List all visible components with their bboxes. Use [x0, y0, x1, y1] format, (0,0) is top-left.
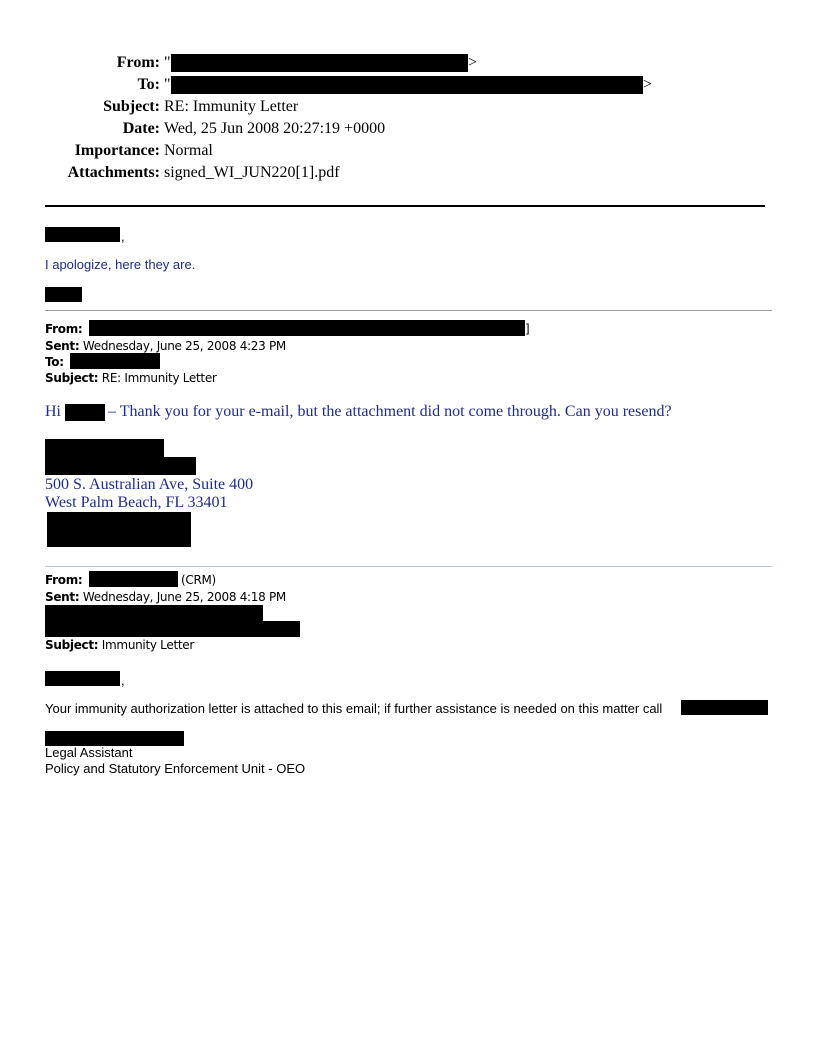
- header-date-row: [0, 119, 816, 139]
- header-to-value: [164, 75, 171, 95]
- quoted2-sent-label: Sent:: [45, 590, 80, 604]
- quoted2-sent-row: [45, 589, 286, 605]
- header-from-quote: ": [164, 54, 171, 71]
- quoted1-sent-row: [45, 338, 286, 354]
- header-from-close: >: [468, 54, 478, 71]
- quoted1-subject-value: RE: Immunity Letter: [101, 371, 217, 385]
- quoted1-hi: Hi: [45, 403, 61, 420]
- reply-body: I apologize, here they are.: [45, 257, 196, 272]
- redaction-box: [681, 700, 768, 715]
- quoted1-to-row: [45, 354, 64, 370]
- redaction-box: [45, 439, 164, 457]
- quoted2-from-org: (CRM): [181, 573, 216, 587]
- header-subject-value: RE: Immunity Letter: [164, 98, 299, 115]
- redaction-box: [89, 571, 178, 587]
- quoted1-sent-label: Sent:: [45, 339, 80, 353]
- redaction-box: [47, 529, 191, 547]
- quoted1-to-label: To:: [45, 355, 64, 369]
- quoted2-subject-value: Immunity Letter: [101, 638, 194, 652]
- redaction-box: [45, 227, 120, 242]
- header-attachments-label: Attachments:: [67, 164, 160, 181]
- quoted2-body: Your immunity authorization letter is attached to this email; if further assistance is needed on this matter call: [45, 701, 663, 716]
- quoted2-sig-unit: Policy and Statutory Enforcement Unit - OEO: [45, 761, 306, 776]
- header-subject-row: [0, 97, 816, 117]
- redaction-box: [45, 457, 196, 475]
- quoted1-from-bracket: ]: [525, 322, 530, 336]
- quoted2-greeting-comma: ,: [121, 673, 125, 688]
- header-importance-label: Importance:: [74, 142, 160, 159]
- quoted1-body: – Thank you for your e-mail, but the attachment did not come through. Can you resend?: [108, 403, 672, 420]
- redaction-box: [45, 605, 263, 621]
- redaction-box: [65, 404, 105, 421]
- header-importance-row: [0, 141, 816, 161]
- header-from-value: [164, 53, 171, 73]
- header-to-quote: ": [164, 76, 171, 93]
- quoted1-subject-row: [45, 370, 217, 386]
- header-to-close: >: [643, 76, 653, 93]
- header-attachments-value[interactable]: signed_WI_JUN220[1].pdf: [164, 164, 340, 181]
- quoted1-address-line2: West Palm Beach, FL 33401: [45, 494, 228, 511]
- quoted2-from-row: [45, 572, 82, 588]
- header-to-label: To:: [137, 76, 160, 93]
- quoted2-subject-label: Subject:: [45, 638, 99, 652]
- quoted2-subject-row: [45, 637, 194, 653]
- header-importance-value: Normal: [164, 142, 213, 159]
- redaction-box: [45, 731, 184, 746]
- redaction-box: [45, 287, 82, 302]
- quoted1-from-label: From:: [45, 322, 83, 336]
- redaction-box: [47, 512, 191, 530]
- quoted1-sent-value: Wednesday, June 25, 2008 4:23 PM: [82, 339, 286, 353]
- quoted2-sig-title: Legal Assistant: [45, 745, 133, 760]
- header-subject-label: Subject:: [103, 98, 160, 115]
- quoted1-from-row: [45, 321, 82, 337]
- header-from-label: From:: [116, 54, 160, 71]
- reply-greeting-comma: ,: [121, 229, 125, 244]
- redaction-box: [171, 76, 643, 94]
- redaction-box: [45, 671, 120, 686]
- quote-divider: [45, 310, 772, 311]
- header-divider: [45, 205, 765, 207]
- header-attachments-row: [0, 163, 816, 183]
- redaction-box: [45, 621, 300, 637]
- redaction-box: [89, 320, 525, 336]
- header-date-label: Date:: [122, 120, 160, 137]
- quoted2-sent-value: Wednesday, June 25, 2008 4:18 PM: [82, 590, 286, 604]
- quoted2-from-label: From:: [45, 573, 83, 587]
- quoted1-address-line1: 500 S. Australian Ave, Suite 400: [45, 476, 254, 493]
- quoted1-subject-label: Subject:: [45, 371, 99, 385]
- header-date-value: Wed, 25 Jun 2008 20:27:19 +0000: [164, 120, 386, 137]
- quote-divider: [45, 566, 772, 567]
- redaction-box: [70, 353, 160, 369]
- redaction-box: [171, 54, 468, 72]
